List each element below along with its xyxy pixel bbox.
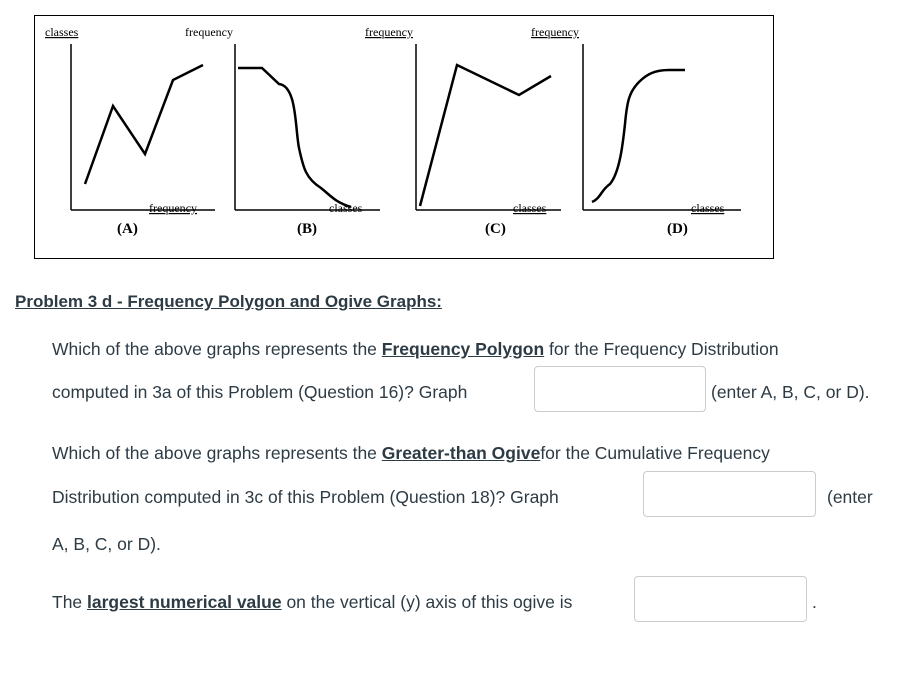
graph-a-y-label: classes <box>45 25 79 39</box>
q3-prefix: The <box>52 592 88 612</box>
graph-d-curve <box>592 70 685 202</box>
q1-line-1 <box>52 339 779 360</box>
problem-heading-text: Problem 3 d - Frequency Polygon and Ogive Graphs: <box>15 292 442 311</box>
q2-line-1-prefix: Which of the above graphs represents the <box>52 443 382 463</box>
q2-line-3: A, B, C, or D). <box>52 534 161 554</box>
q1-line-2-suffix: (enter A, B, C, or D). <box>711 382 870 402</box>
graph-c-x-label: classes <box>513 201 547 215</box>
graph-a <box>45 25 215 237</box>
q2-line-2: Distribution computed in 3c of this Problem (Question 18)? Graph <box>52 487 559 507</box>
q1-line-1-suffix: for the Frequency Distribution <box>544 339 779 359</box>
q2-line-1-suffix: for the Cumulative Frequency <box>540 443 770 463</box>
graph-c-y-label: frequency <box>365 25 413 39</box>
graph-b-curve <box>238 68 351 207</box>
q1-answer-input[interactable] <box>534 366 706 412</box>
graph-b-x-label: classes <box>329 201 363 215</box>
q2-line-1 <box>52 443 770 464</box>
graph-d-letter: (D) <box>667 221 688 237</box>
graph-d-x-label: classes <box>691 201 725 215</box>
graph-b-letter: (B) <box>297 221 317 237</box>
problem-heading <box>15 292 442 312</box>
q3-end-period: . <box>812 592 817 612</box>
q1-line-1-prefix: Which of the above graphs represents the <box>52 339 382 359</box>
q3-answer-input[interactable] <box>634 576 807 622</box>
q2-emphasis: Greater-than Ogive <box>381 443 541 463</box>
graph-b <box>185 25 380 237</box>
graph-a-curve <box>85 65 203 184</box>
graph-c <box>365 25 561 237</box>
graph-c-letter: (C) <box>485 221 506 237</box>
graphs-svg <box>35 16 775 260</box>
graphs-figure <box>34 15 774 259</box>
graph-c-curve <box>420 65 551 206</box>
q3-emphasis: largest numerical value <box>87 592 282 612</box>
graph-a-letter: (A) <box>117 221 138 237</box>
graph-d <box>531 25 741 237</box>
graph-d-y-label: frequency <box>531 25 579 39</box>
q1-line-2: computed in 3a of this Problem (Question 16)? Graph <box>52 382 468 402</box>
q2-answer-input[interactable] <box>643 471 816 517</box>
q3-suffix: on the vertical (y) axis of this ogive is <box>281 592 573 612</box>
q1-emphasis: Frequency Polygon <box>381 339 545 359</box>
q3-line <box>52 592 572 613</box>
q2-line-2-suffix: (enter <box>827 487 873 507</box>
graph-b-y-label: frequency <box>185 25 233 39</box>
graph-a-x-label: frequency <box>149 201 197 215</box>
